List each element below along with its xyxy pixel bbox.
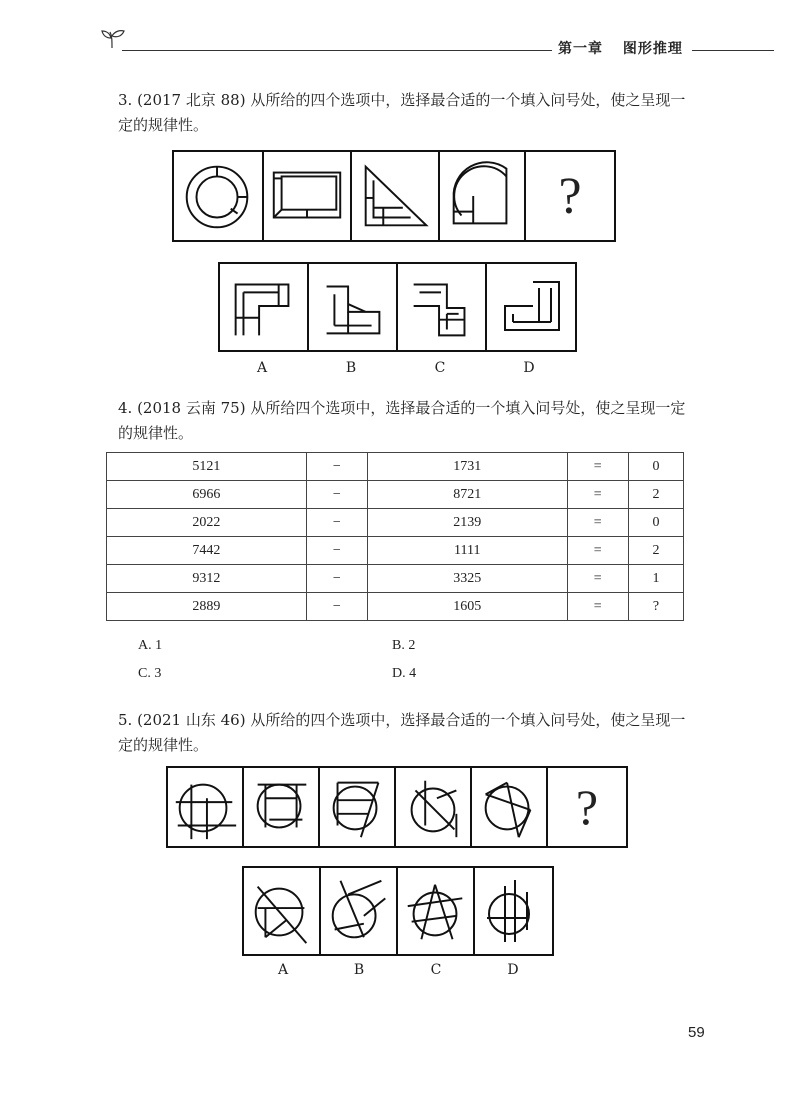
table-row bbox=[107, 453, 684, 481]
q3-figure-4 bbox=[440, 152, 526, 240]
q3-figure-2 bbox=[264, 152, 352, 240]
table-cell: 0 bbox=[628, 509, 683, 537]
page-number: 59 bbox=[688, 1024, 705, 1041]
table-cell: 7442 bbox=[107, 537, 307, 565]
table-row bbox=[107, 481, 684, 509]
table-cell: 2139 bbox=[367, 509, 567, 537]
q4-choice-c[interactable]: C. 3 bbox=[138, 666, 162, 681]
table-cell: 2 bbox=[628, 537, 683, 565]
q3-option-c-label[interactable]: C bbox=[434, 360, 446, 376]
q4-choice-a[interactable]: A. 1 bbox=[138, 638, 163, 653]
table-cell: − bbox=[306, 593, 367, 621]
question-mark: ? bbox=[558, 167, 582, 225]
q3-option-d-figure[interactable] bbox=[487, 264, 575, 350]
table-cell: − bbox=[306, 481, 367, 509]
table-cell: = bbox=[567, 481, 628, 509]
table-row bbox=[107, 565, 684, 593]
question-3-text: 3. (2017 北京 88) 从所给的四个选项中，选择最合适的一个填入问号处，使之呈现一定的规律性。 bbox=[118, 91, 686, 134]
table-cell: − bbox=[306, 453, 367, 481]
q4-choice-b[interactable]: B. 2 bbox=[392, 638, 416, 653]
q5-figure-1 bbox=[168, 768, 244, 846]
q5-option-c-figure[interactable] bbox=[398, 868, 475, 954]
table-cell: ? bbox=[628, 593, 683, 621]
q3-option-b-figure[interactable] bbox=[309, 264, 398, 350]
q3-option-a-figure[interactable] bbox=[220, 264, 309, 350]
table-cell: = bbox=[567, 537, 628, 565]
q3-option-b-label[interactable]: B bbox=[345, 360, 357, 376]
q5-option-d-figure[interactable] bbox=[475, 868, 552, 954]
q4-choice-d[interactable]: D. 4 bbox=[392, 666, 417, 681]
table-cell: 8721 bbox=[367, 481, 567, 509]
q4-number-table bbox=[106, 452, 684, 621]
q3-options-panel bbox=[218, 262, 577, 352]
q5-question-cell bbox=[548, 768, 626, 846]
q3-option-c-figure[interactable] bbox=[398, 264, 487, 350]
q5-option-d-label[interactable]: D bbox=[507, 962, 519, 978]
chapter-title: 图形推理 bbox=[622, 41, 683, 57]
table-cell: − bbox=[306, 509, 367, 537]
table-cell: = bbox=[567, 593, 628, 621]
table-row bbox=[107, 593, 684, 621]
q3-question-cell bbox=[526, 152, 614, 240]
q5-figure-2 bbox=[244, 768, 320, 846]
q3-option-a-label[interactable]: A bbox=[256, 360, 268, 376]
table-cell: 2 bbox=[628, 481, 683, 509]
q3-figure-1 bbox=[174, 152, 264, 240]
header-title bbox=[558, 38, 683, 58]
q5-figure-5 bbox=[472, 768, 548, 846]
table-row bbox=[107, 509, 684, 537]
q5-option-c-label[interactable]: C bbox=[430, 962, 442, 978]
table-cell: 2022 bbox=[107, 509, 307, 537]
table-cell: 9312 bbox=[107, 565, 307, 593]
q5-option-b-figure[interactable] bbox=[321, 868, 398, 954]
leaf-icon bbox=[100, 28, 130, 52]
table-cell: 1111 bbox=[367, 537, 567, 565]
header-rule-left bbox=[122, 50, 552, 51]
table-row bbox=[107, 537, 684, 565]
table-cell: 1 bbox=[628, 565, 683, 593]
question-mark: ? bbox=[575, 779, 599, 835]
table-cell: − bbox=[306, 565, 367, 593]
table-cell: = bbox=[567, 453, 628, 481]
q5-option-a-figure[interactable] bbox=[244, 868, 321, 954]
q5-figure-4 bbox=[396, 768, 472, 846]
question-5-text: 5. (2021 山东 46) 从所给的四个选项中，选择最合适的一个填入问号处，使之呈现一定的规律性。 bbox=[118, 711, 686, 754]
table-cell: − bbox=[306, 537, 367, 565]
table-cell: 1731 bbox=[367, 453, 567, 481]
q3-question-panel bbox=[172, 150, 616, 242]
table-cell: = bbox=[567, 509, 628, 537]
q5-options-panel bbox=[242, 866, 554, 956]
chapter-label: 第一章 bbox=[558, 41, 603, 57]
table-cell: = bbox=[567, 565, 628, 593]
header-rule-right bbox=[692, 50, 774, 51]
table-cell: 5121 bbox=[107, 453, 307, 481]
q5-question-panel bbox=[166, 766, 628, 848]
table-cell: 1605 bbox=[367, 593, 567, 621]
question-4-text: 4. (2018 云南 75) 从所给四个选项中，选择最合适的一个填入问号处，使之呈现一定的规律性。 bbox=[118, 399, 686, 442]
table-cell: 6966 bbox=[107, 481, 307, 509]
q3-figure-3 bbox=[352, 152, 440, 240]
q3-option-d-label[interactable]: D bbox=[523, 360, 535, 376]
table-cell: 2889 bbox=[107, 593, 307, 621]
q5-figure-3 bbox=[320, 768, 396, 846]
table-cell: 0 bbox=[628, 453, 683, 481]
q5-option-a-label[interactable]: A bbox=[277, 962, 289, 978]
table-cell: 3325 bbox=[367, 565, 567, 593]
q5-option-b-label[interactable]: B bbox=[353, 962, 365, 978]
